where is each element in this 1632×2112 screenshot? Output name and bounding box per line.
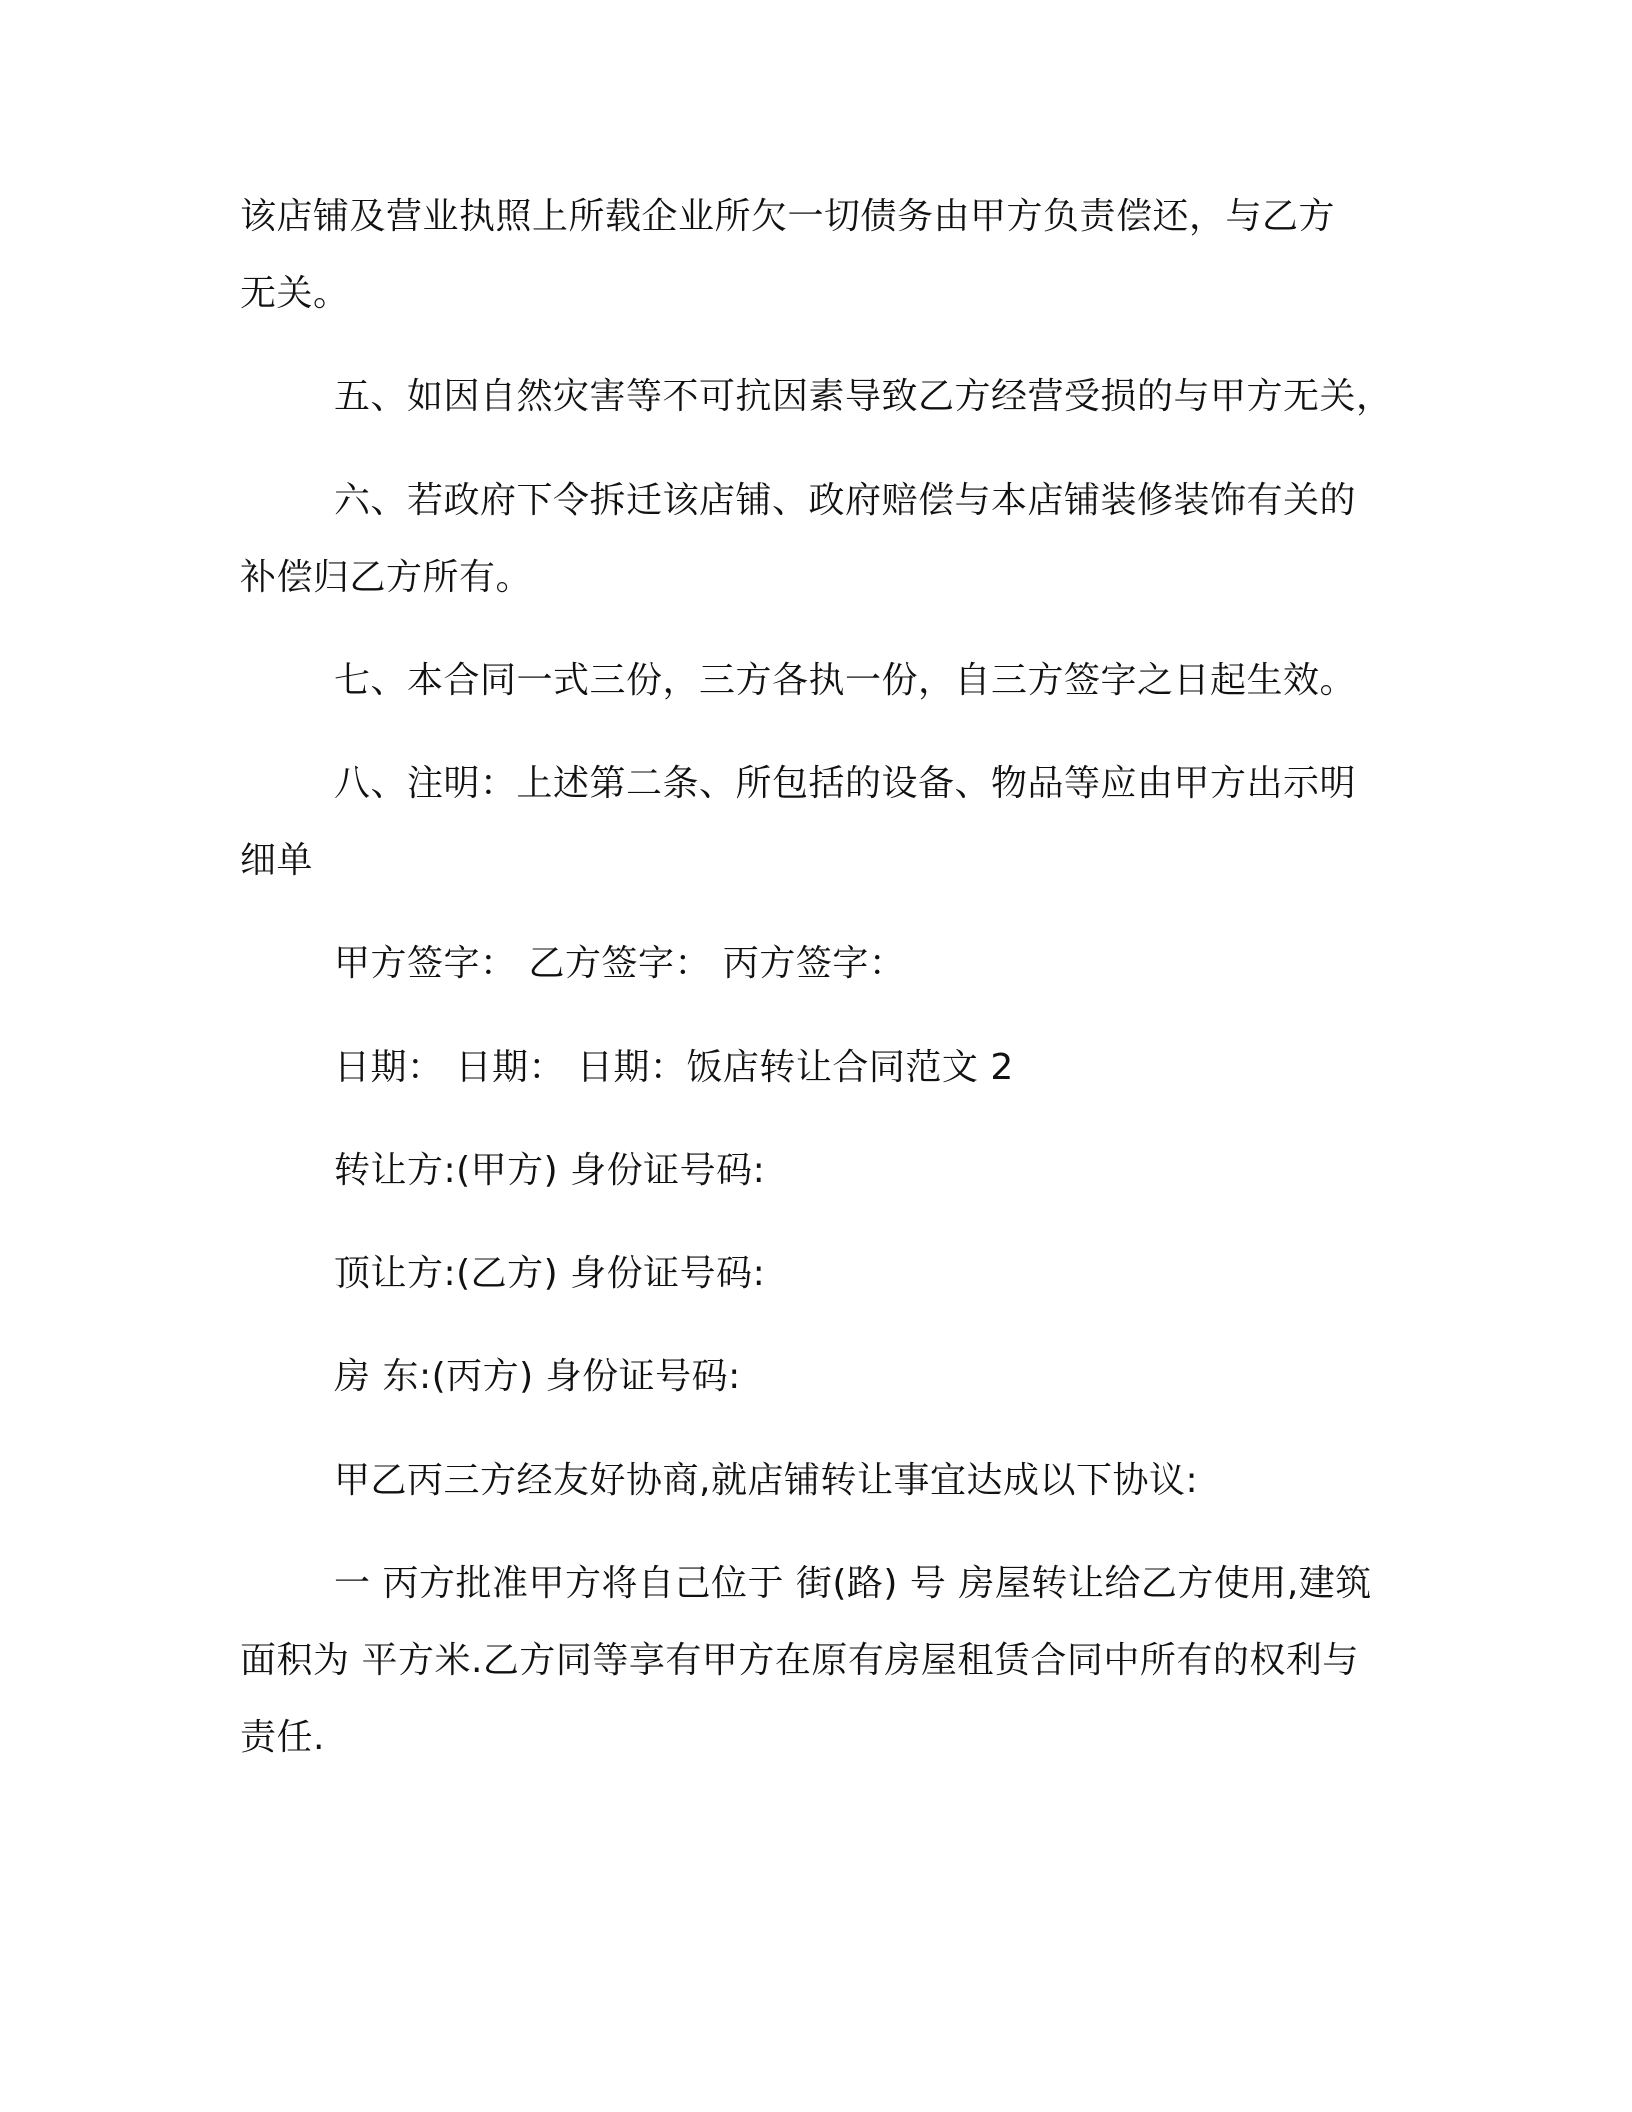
clause-6-line-1: 六、若政府下令拆迁该店铺、政府赔偿与本店铺装修装饰有关的: [334, 480, 1357, 521]
clause-1-line-1: 一 丙方批准甲方将自己位于 街(路) 号 房屋转让给乙方使用,建筑: [334, 1563, 1372, 1604]
agreement-intro: 甲乙丙三方经友好协商,就店铺转让事宜达成以下协议:: [334, 1460, 1199, 1501]
landlord-line: 房 东:(丙方) 身份证号码:: [334, 1356, 741, 1397]
date-line: 日期： 日期： 日期：饭店转让合同范文 2: [334, 1047, 1014, 1088]
paragraph-4-line-2: 无关。: [240, 273, 350, 314]
clause-6-line-2: 补偿归乙方所有。: [240, 557, 533, 598]
clause-5: 五、如因自然灾害等不可抗因素导致乙方经营受损的与甲方无关，: [334, 376, 1393, 417]
clause-8-line-1: 八、注明：上述第二条、所包括的设备、物品等应由甲方出示明: [334, 763, 1357, 804]
transferee-line: 顶让方:(乙方) 身份证号码:: [334, 1253, 766, 1294]
clause-1-line-3: 责任.: [240, 1717, 325, 1758]
clause-7: 七、本合同一式三份，三方各执一份，自三方签字之日起生效。: [334, 660, 1357, 701]
signature-line: 甲方签字： 乙方签字： 丙方签字：: [334, 943, 906, 984]
paragraph-4-line-1: 该店铺及营业执照上所载企业所欠一切债务由甲方负责偿还，与乙方: [240, 196, 1336, 237]
transferor-line: 转让方:(甲方) 身份证号码:: [334, 1150, 766, 1191]
clause-1-line-2: 面积为 平方米.乙方同等享有甲方在原有房屋租赁合同中所有的权利与: [240, 1640, 1359, 1681]
clause-8-line-2: 细单: [240, 840, 314, 881]
